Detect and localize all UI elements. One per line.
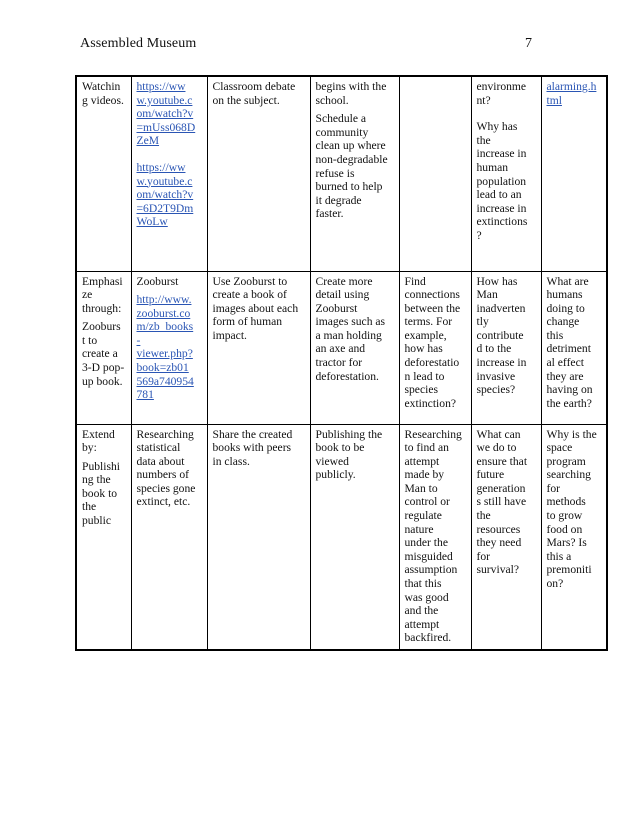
activity-label: Emphasi ze through: [82, 274, 123, 315]
table-row [76, 424, 607, 650]
cell-text: Why is the space program searching for methods to grow food on Mars? Is this a premoniti on? [546, 427, 597, 591]
cell-text: Researching statistical data about numbers of species gone extinct, etc. [136, 427, 196, 509]
running-header-title: Assembled Museum [80, 36, 197, 51]
cell-text: What are humans doing to change this detriment al effect they are having on the earth? [546, 274, 593, 410]
zooburst-link[interactable]: http://www. zooburst.co m/zb_books - viewer.php? book=zb01 569a740954 781 [136, 293, 194, 402]
activity-label: Zooburs t to create a 3-D pop- up book. [82, 320, 125, 388]
table-cell [471, 271, 541, 424]
article-link[interactable]: alarming.h tml [546, 80, 597, 107]
table-cell [76, 424, 131, 650]
table-cell [541, 271, 607, 424]
cell-text: Find connections between the terms. For example, how has deforestatio n lead to species extinction? [404, 274, 461, 410]
table-cell [310, 76, 399, 271]
table-cell [76, 271, 131, 424]
table-cell [207, 271, 310, 424]
cell-text: How has Man inadverten tly contribute d to the increase in invasive species? [476, 274, 527, 397]
activity-label: Watchin g videos. [82, 80, 124, 107]
table-cell [131, 76, 207, 271]
lesson-plan-table [75, 75, 608, 651]
cell-text: environme nt? [476, 80, 527, 107]
cell-text: Create more detail using Zooburst images such as a man holding an axe and tractor for deforestation. [315, 274, 386, 383]
table-row [76, 76, 607, 271]
page-number: 7 [525, 36, 532, 51]
table-cell [310, 424, 399, 650]
cell-text: Zooburst [136, 274, 179, 288]
cell-text: Schedule a community clean up where non-degradable refuse is burned to help it degrade faster. [315, 112, 388, 221]
youtube-link[interactable]: https://ww w.youtube.c om/watch?v =mUss068D ZeM [136, 80, 196, 148]
table-cell [399, 76, 471, 271]
cell-text: begins with the school. [315, 80, 387, 107]
table-cell [471, 76, 541, 271]
table-cell [471, 424, 541, 650]
table-cell [310, 271, 399, 424]
cell-text: What can we do to ensure that future generation s still have the resources they need for survival? [476, 427, 528, 577]
table-cell [131, 424, 207, 650]
table-cell [207, 76, 310, 271]
cell-text: Use Zooburst to create a book of images about each form of human impact. [212, 274, 299, 342]
cell-text: Publishing the book to be viewed publicly. [315, 427, 383, 482]
table-cell [76, 76, 131, 271]
cell-text: Classroom debate on the subject. [212, 80, 296, 107]
table-cell [541, 76, 607, 271]
table-cell [207, 424, 310, 650]
table-row [76, 271, 607, 424]
youtube-link[interactable]: https://ww w.youtube.c om/watch?v =6D2T9Dm WoLw [136, 160, 194, 229]
table-cell [131, 271, 207, 424]
activity-label: Extend by: [82, 427, 115, 455]
table-cell [541, 424, 607, 650]
cell-text: Why has the increase in human population lead to an increase in extinctions ? [476, 120, 528, 242]
table-cell [399, 424, 471, 650]
activity-label: Publishi ng the book to the public [82, 459, 121, 528]
table-cell [399, 271, 471, 424]
cell-text: Share the created books with peers in class. [212, 427, 293, 468]
cell-text: Researching to find an attempt made by Man to control or regulate nature under the misguided assumption that this was good and the attempt backfired. [404, 427, 462, 645]
